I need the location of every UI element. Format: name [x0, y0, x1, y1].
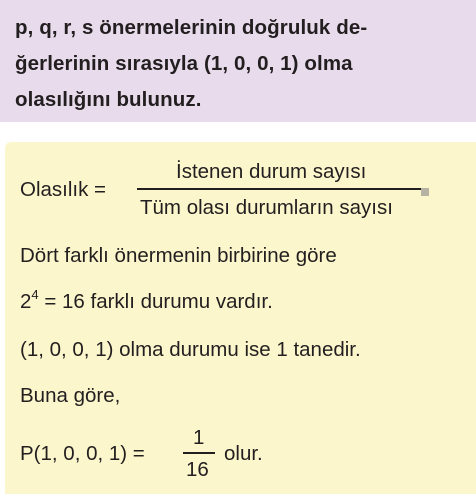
probability-label: Olasılık =	[20, 178, 107, 201]
explanation-line-2	[20, 287, 273, 314]
result-numerator: 1	[193, 426, 205, 449]
probability-fraction-rule	[137, 188, 427, 190]
power-base: 2	[20, 290, 32, 313]
question-line-1: p, q, r, s önermelerinin doğruluk de-	[15, 16, 368, 39]
question-box	[0, 0, 476, 122]
result-suffix: olur.	[224, 442, 263, 465]
page-corner-mark	[421, 188, 429, 196]
result-fraction-rule	[183, 452, 215, 454]
question-line-2: ğerlerinin sırasıyla (1, 0, 0, 1) olma	[15, 52, 353, 75]
explanation-line-1: Dört farklı önermenin birbirine göre	[20, 244, 337, 267]
probability-denominator: Tüm olası durumların sayısı	[140, 196, 393, 219]
explanation-line-4: Buna göre,	[20, 384, 121, 407]
explanation-line-3: (1, 0, 0, 1) olma durumu ise 1 tanedir.	[20, 338, 361, 361]
result-denominator: 16	[186, 458, 209, 481]
explanation-line-2-rest: = 16 farklı durumu vardır.	[38, 290, 273, 313]
result-label: P(1, 0, 0, 1) =	[20, 442, 145, 465]
probability-numerator: İstenen durum sayısı	[176, 160, 367, 183]
power-exponent: 4	[31, 287, 39, 302]
question-line-3: olasılığını bulunuz.	[15, 88, 202, 111]
